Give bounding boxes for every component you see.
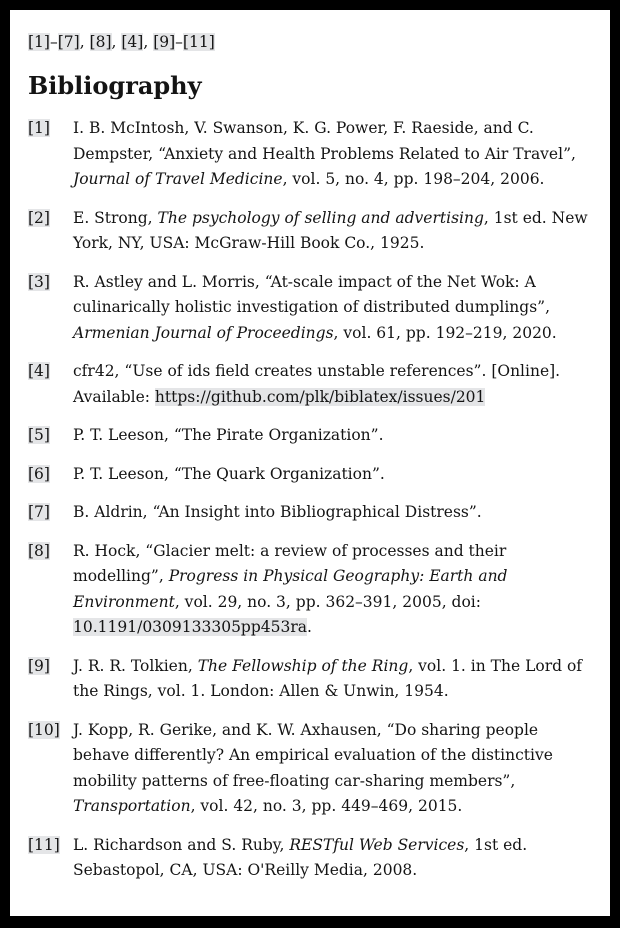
entry-ref-label[interactable]: [7] [28, 503, 50, 521]
entry-text [73, 718, 590, 820]
entry-ref-label[interactable]: [4] [28, 362, 50, 380]
entry-text-segment: , vol. 1. in The Lord of the Rings, vol. 1. London: Allen & Unwin, 1954. [73, 656, 583, 700]
entry-link[interactable]: https://github.com/plk/biblatex/issues/201 [154, 387, 486, 406]
entry-label-column [28, 116, 73, 142]
bibliography-entry [28, 833, 590, 884]
entry-text [73, 654, 590, 705]
entry-label-column [28, 539, 73, 565]
bibliography-entry [28, 500, 590, 526]
citation-separator: – [175, 33, 183, 51]
entry-text-segment: B. Aldrin, “An Insight into Bibliographical Distress”. [73, 503, 482, 521]
citation-separator: – [49, 33, 58, 51]
entry-label-column [28, 206, 73, 232]
entry-text-segment: RESTful Web Services [289, 835, 465, 854]
citation-separator: , [143, 33, 154, 51]
entry-text-segment: J. Kopp, R. Gerike, and K. W. Axhausen, “Do sharing people behave differently? An empirical evaluation of the distinctive mobility patterns of free-floating car-sharing members”, [73, 720, 553, 790]
entry-label-column [28, 359, 73, 385]
bibliography-entry [28, 462, 590, 488]
entry-text [73, 833, 590, 884]
citation-separator: , [111, 33, 122, 51]
entry-text-segment: , vol. 61, pp. 192–219, 2020. [333, 323, 557, 342]
entry-link[interactable]: 10.1191/0309133305pp453ra [73, 618, 308, 636]
bibliography-entry [28, 423, 590, 449]
entry-text-segment: P. T. Leeson, “The Pirate Organization”. [73, 426, 384, 444]
entry-text [73, 116, 590, 193]
entry-text-segment: . [307, 618, 312, 636]
bibliography-entry [28, 206, 590, 257]
bibliography-entry [28, 718, 590, 820]
entry-label-column [28, 270, 73, 296]
entry-text [73, 423, 590, 449]
entry-ref-label[interactable]: [1] [28, 119, 50, 137]
citation-ref-link[interactable]: [7] [57, 33, 80, 51]
entry-text-segment: The Fellowship of the Ring [197, 656, 409, 675]
citation-ref-link[interactable]: [4] [121, 33, 144, 51]
entry-text [73, 462, 590, 488]
entry-label-column [28, 718, 73, 744]
entry-text [73, 359, 590, 410]
entry-ref-label[interactable]: [5] [28, 426, 50, 444]
entry-text-segment: , vol. 42, no. 3, pp. 449–469, 2015. [190, 797, 463, 815]
page-title: Bibliography [28, 71, 202, 100]
entry-text-segment: , 1st ed. Sebastopol, CA, USA: O'Reilly Media, 2008. [73, 835, 528, 879]
entry-label-column [28, 654, 73, 680]
entry-ref-label[interactable]: [9] [28, 656, 50, 675]
entry-ref-label[interactable]: [8] [28, 541, 50, 560]
entry-text-segment: Journal of Travel Medicine [73, 170, 283, 188]
citation-ref-link[interactable]: [11] [182, 33, 215, 51]
citation-separator: , [79, 33, 90, 51]
entry-text-segment: Armenian Journal of Proceedings [73, 323, 334, 342]
bibliography-page [10, 10, 610, 916]
bibliography-entry [28, 654, 590, 705]
citation-ref-link[interactable]: [8] [89, 33, 112, 51]
bibliography-entry [28, 359, 590, 410]
entry-text-segment: Progress in Physical Geography: Earth and Environment [73, 567, 508, 611]
bibliography-entry [28, 539, 590, 641]
entry-text-segment: E. Strong, [73, 208, 158, 227]
entry-label-column [28, 423, 73, 449]
entry-text-segment: R. Hock, “Glacier melt: a review of processes and their modelling”, [73, 541, 507, 585]
entry-text-segment: cfr42, “Use of ids field creates unstable references”. [Online]. Available: [73, 362, 561, 406]
entry-text-segment: P. T. Leeson, “The Quark Organization”. [73, 464, 385, 483]
entry-text-segment: R. Astley and L. Morris, “At-scale impact of the Net Wok: A culinarically holistic investigation of distributed dumplings”, [73, 272, 550, 316]
entry-ref-label[interactable]: [11] [28, 835, 60, 854]
citation-ref-link[interactable]: [1] [28, 33, 50, 51]
bibliography-list [28, 116, 590, 884]
entry-text [73, 206, 590, 257]
entry-text [73, 270, 590, 347]
entry-text-segment: , 1st ed. New York, NY, USA: McGraw-Hill Book Co., 1925. [73, 208, 588, 252]
entry-text-segment: , vol. 5, no. 4, pp. 198–204, 2006. [282, 170, 545, 188]
entry-text-segment: Transportation [73, 797, 191, 815]
entry-label-column [28, 462, 73, 488]
bibliography-entry [28, 270, 590, 347]
entry-label-column [28, 833, 73, 859]
entry-text-segment: , vol. 29, no. 3, pp. 362–391, 2005, doi: [174, 592, 481, 611]
entry-ref-label[interactable]: [2] [28, 208, 50, 227]
entry-text-segment: I. B. McIntosh, V. Swanson, K. G. Power, F. Raeside, and C. Dempster, “Anxiety and Health Problems Related to Air Travel”, [73, 119, 576, 163]
entry-ref-label[interactable]: [3] [28, 272, 50, 291]
entry-text-segment: L. Richardson and S. Ruby, [73, 835, 290, 854]
entry-label-column [28, 500, 73, 526]
entry-text-segment: J. R. R. Tolkien, [73, 656, 198, 675]
bibliography-entry [28, 116, 590, 193]
entry-text [73, 539, 590, 641]
citation-line [28, 30, 590, 55]
citation-ref-link[interactable]: [9] [153, 33, 176, 51]
entry-ref-label[interactable]: [10] [28, 720, 60, 739]
entry-text [73, 500, 590, 526]
entry-text-segment: The psychology of selling and advertising [157, 208, 484, 227]
entry-ref-label[interactable]: [6] [28, 464, 50, 483]
